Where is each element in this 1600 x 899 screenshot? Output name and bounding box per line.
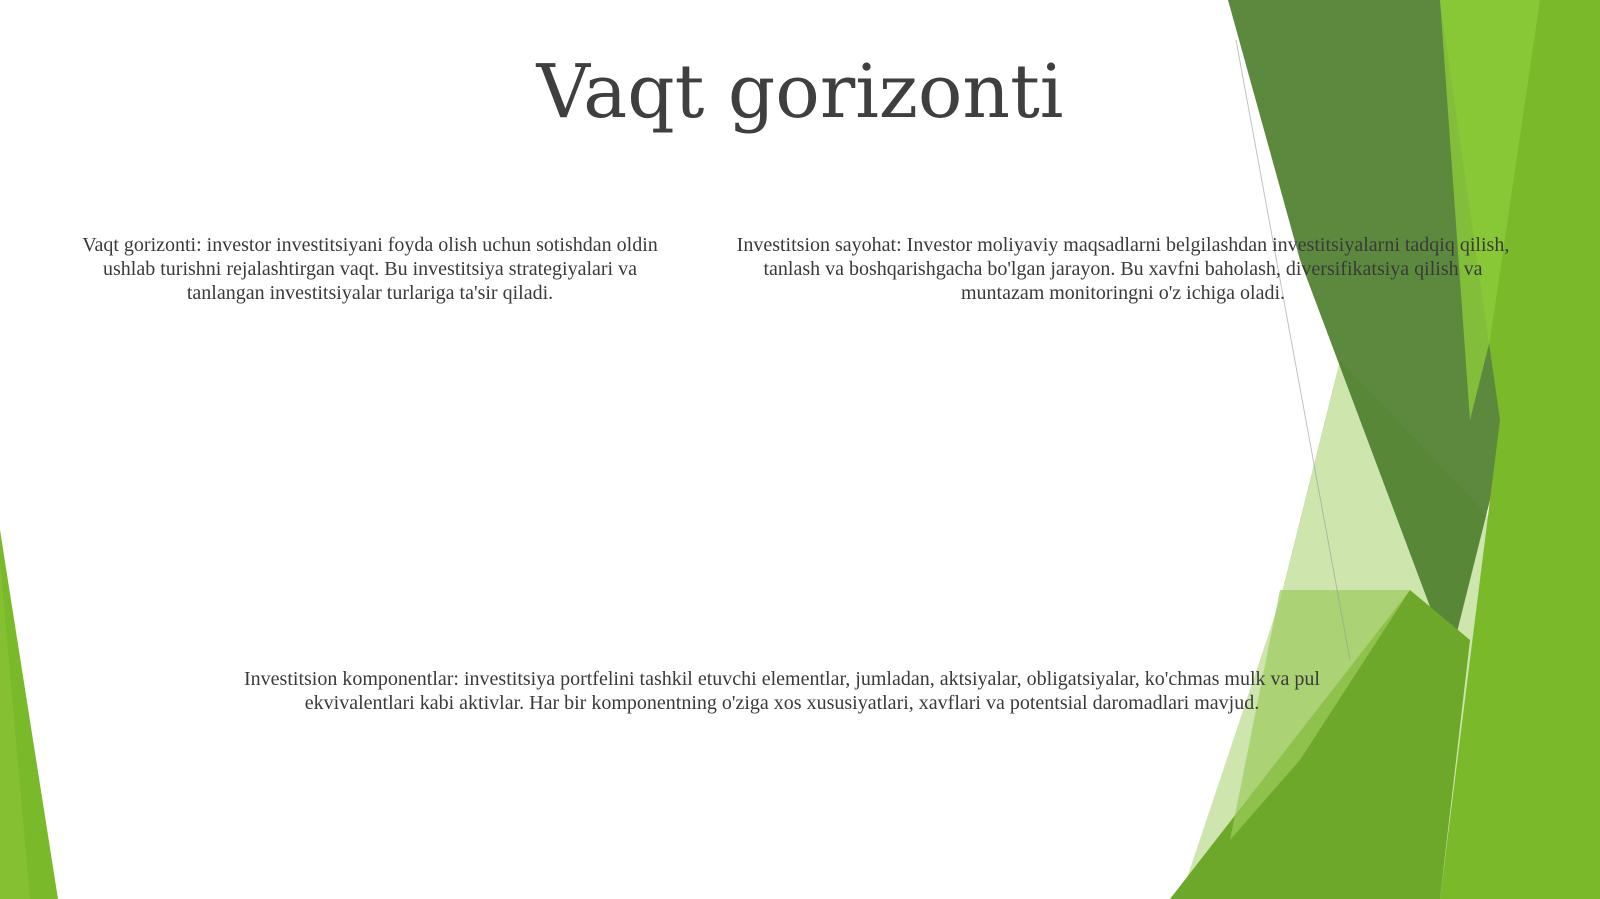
text-block-time-horizon: Vaqt gorizonti: investor investitsiyani foyda olish uchun sotishdan oldin ushlab turishni rejalashtirgan vaqt. Bu investitsiya strategiyalari va tanlangan investitsiyalar turlariga ta'sir qiladi.: [82, 234, 658, 304]
text-block-investment-journey: Investitsion sayohat: Investor moliyaviy maqsadlarni belgilashdan investitsiyalarni tadqiq qilish, tanlash va boshqarishgacha bo'lgan jarayon. Bu xavfni baholash, diversifikatsiya qilish va muntazam monitoringni o'z ichiga oladi.: [736, 234, 1510, 304]
text-block-investment-components: Investitsion komponentlar: investitsiya portfelini tashkil etuvchi elementlar, jumladan, aktsiyalar, obligatsiyalar, ko'chmas mulk va pul ekvivalentlari kabi aktivlar. Har bir komponentning o'ziga xos xususiyatlari, xavflari va potentsial daromadlari mavjud.: [244, 668, 1320, 714]
slide-title: Vaqt gorizonti: [536, 49, 1064, 135]
